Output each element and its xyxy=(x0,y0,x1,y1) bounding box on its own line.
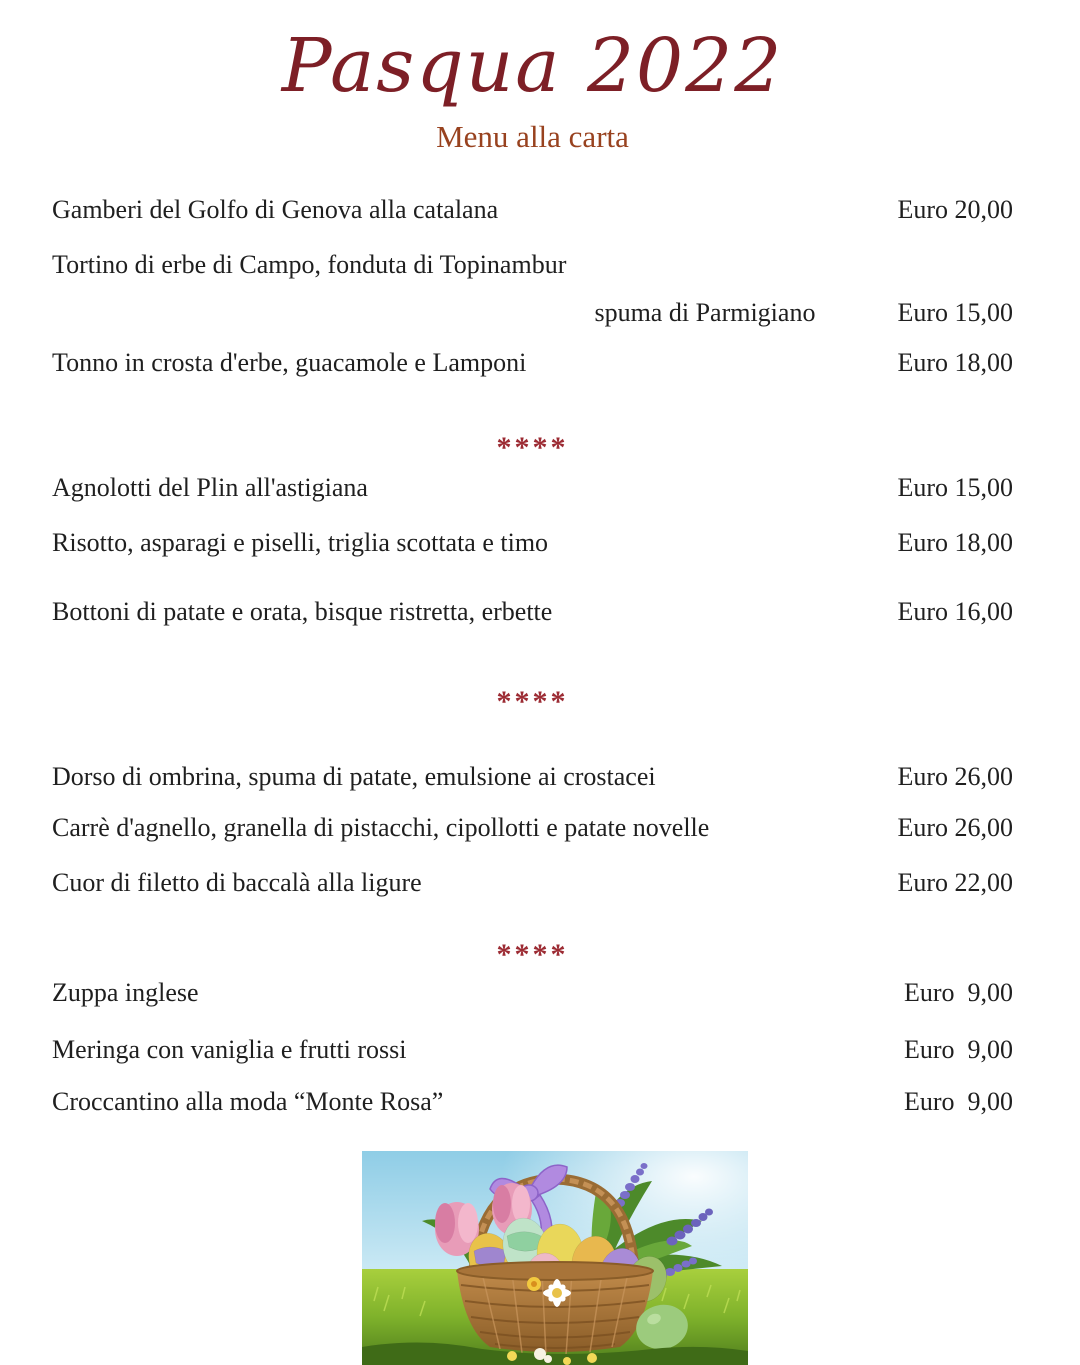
menu-item-row xyxy=(52,192,1013,228)
dish-name: Croccantino alla moda “Monte Rosa” xyxy=(52,1086,444,1116)
menu-header xyxy=(52,0,1013,159)
dish-price: Euro 26,00 xyxy=(897,761,1013,791)
dish-price: Euro 26,00 xyxy=(897,812,1013,842)
page-subtitle: Menu alla carta xyxy=(436,118,629,154)
dish-price: Euro 16,00 xyxy=(897,596,1013,626)
dish-price: Euro 9,00 xyxy=(903,1086,1013,1116)
dish-price: Euro 9,00 xyxy=(903,977,1013,1007)
menu-item-row xyxy=(52,345,1013,381)
dish-price: Euro 15,00 xyxy=(897,472,1013,502)
course-separator: **** xyxy=(496,684,569,718)
dish-name: Cuor di filetto di baccalà alla ligure xyxy=(52,867,422,897)
easter-basket-image xyxy=(362,1151,748,1365)
dish-price: Euro 22,00 xyxy=(897,867,1013,897)
dish-price: Euro 18,00 xyxy=(897,527,1013,557)
dish-name: Tortino di erbe di Campo, fonduta di Topinambur xyxy=(52,249,567,279)
dish-price: Euro 9,00 xyxy=(903,1034,1013,1064)
dish-price: Euro 20,00 xyxy=(897,194,1013,224)
menu-item-row xyxy=(52,1032,1013,1068)
course-separator: **** xyxy=(496,430,569,464)
dish-name: Dorso di ombrina, spuma di patate, emulsione ai crostacei xyxy=(52,761,656,791)
dish-name: Meringa con vaniglia e frutti rossi xyxy=(52,1034,407,1064)
menu-item-continuation-row xyxy=(52,295,1013,331)
dish-name: Zuppa inglese xyxy=(52,977,199,1007)
page-title: Pasqua 2022 xyxy=(281,23,784,109)
dish-name: Gamberi del Golfo di Genova alla catalana xyxy=(52,194,499,224)
menu-item-row xyxy=(52,594,1013,630)
dish-name: Risotto, asparagi e piselli, triglia scottata e timo xyxy=(52,527,549,557)
dish-price: Euro 15,00 xyxy=(897,297,1013,327)
menu-item-row xyxy=(52,247,1013,283)
menu-item-row xyxy=(52,1084,1013,1120)
dish-name: Agnolotti del Plin all'astigiana xyxy=(52,472,368,502)
dish-name: Bottoni di patate e orata, bisque ristretta, erbette xyxy=(52,596,553,626)
dish-name: Tonno in crosta d'erbe, guacamole e Lamponi xyxy=(52,347,527,377)
menu-item-row xyxy=(52,525,1013,561)
course-separator: **** xyxy=(496,937,569,971)
menu-item-row xyxy=(52,810,1013,846)
menu-item-row xyxy=(52,470,1013,506)
menu-item-row xyxy=(52,865,1013,901)
dish-name: Carrè d'agnello, granella di pistacchi, cipollotti e patate novelle xyxy=(52,812,710,842)
dish-price: Euro 18,00 xyxy=(897,347,1013,377)
dish-name-continuation: spuma di Parmigiano xyxy=(594,297,816,327)
menu-item-row xyxy=(52,759,1013,795)
menu-item-row xyxy=(52,975,1013,1011)
